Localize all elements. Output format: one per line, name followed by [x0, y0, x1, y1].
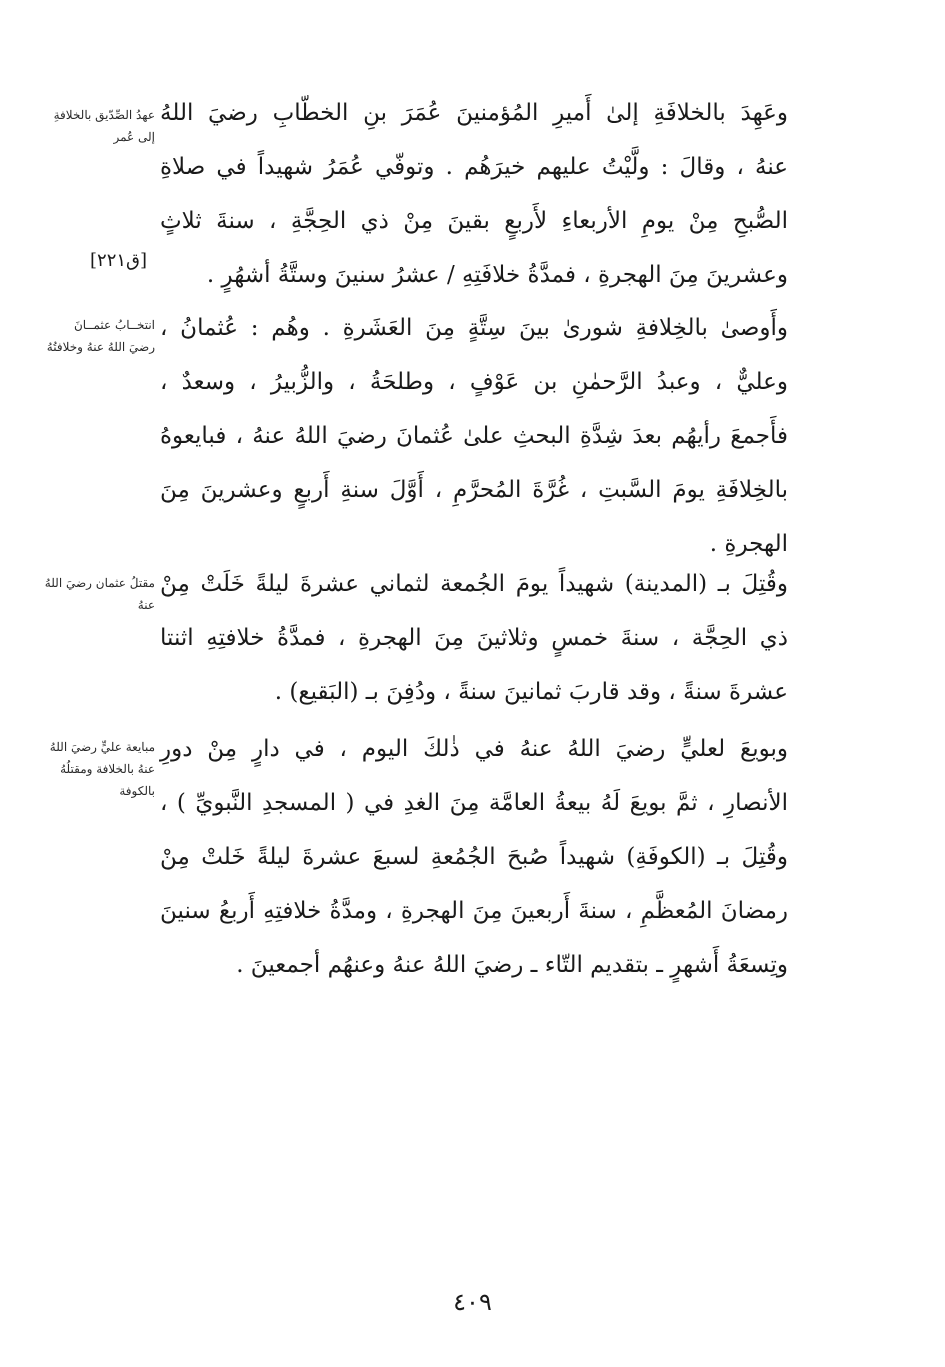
- page-number: ٤٠٩: [453, 1288, 492, 1316]
- text-line: وقُتِلَ بـ (الكوفَةِ) شهيداً صُبحَ الجُمُعةِ لسبعَ عشرةَ ليلةً خَلتْ مِنْ: [160, 844, 788, 870]
- text-line: الأنصارِ ، ثمَّ بويعَ لَهُ بيعةُ العامَّة مِنَ الغدِ في ( المسجدِ النَّبويِّ ) ،: [160, 790, 788, 816]
- margin-note-uthman-election: [15, 314, 155, 358]
- text-line: وعليٌّ ، وعبدُ الرَّحمٰنِ بن عَوْفٍ ، وطلحَةُ ، والزُّبيرُ ، وسعدٌ ،: [160, 369, 788, 395]
- text-line: عنهُ ، وقالَ : ولَّيْتُ عليهم خيرَهُم . وتوفّي عُمَرُ شهيداً في صلاةِ: [160, 154, 788, 180]
- text-line: الهجرةِ .: [709, 531, 788, 557]
- margin-note-uthman-death: [15, 572, 155, 616]
- paragraph-uthman-election: [160, 301, 788, 571]
- paragraph-ali-caliphate: [160, 722, 788, 992]
- text-line: بالخِلافَةِ يومَ السَّبتِ ، غُرَّةَ المُحرَّمِ ، أَوَّلَ سنةِ أَربعٍ وعشرينَ مِنَ: [160, 477, 788, 503]
- paragraph-umar-succession: [160, 86, 788, 302]
- text-line: وبويعَ لعليٍّ رضيَ اللهُ عنهُ في ذٰلكَ اليوم ، في دارٍ مِنْ دورِ: [160, 736, 788, 762]
- text-line: وتِسعَةُ أَشهرٍ ـ بتقديم التّاء ـ رضيَ اللهُ عنهُ وعنهُم أجمعينَ .: [236, 952, 788, 978]
- paragraph-uthman-death: [160, 557, 788, 719]
- margin-note-ali: [15, 736, 155, 802]
- margin-note-line: عنهُ بالخلافة ومقتلُهُ: [60, 762, 155, 776]
- text-line: وأَوصىٰ بالخِلافةِ شورىٰ بينَ سِتَّةٍ مِنَ العَشَرةِ . وهُم : عُثمانُ ،: [160, 315, 788, 341]
- margin-note-line: رضيَ اللهُ عنهُ وخلافتُهُ: [46, 340, 155, 354]
- text-line: وقُتِلَ بـ (المدينة) شهيداً يومَ الجُمعة لثماني عشرةَ ليلةً خَلَتْ مِنْ: [160, 571, 788, 597]
- text-line: وعشرينَ مِنَ الهجرةِ ، فمدَّةُ خلافَتِهِ / عشرُ سنينَ وستَّةُ أشهُرٍ .: [206, 262, 788, 288]
- text-line: الصُّبحِ مِنْ يومِ الأربعاءِ لأَربعٍ بقينَ مِنْ ذي الحِجَّةِ ، سنةَ ثلاثٍ: [160, 208, 788, 234]
- text-line: عشرةَ سنةً ، وقد قاربَ ثمانينَ سنةً ، ودُفِنَ بـ (البَقيع) .: [274, 679, 788, 705]
- margin-note-line: انتخــابُ عثمــانَ: [73, 318, 155, 332]
- folio-reference: [ق٢٢١]: [90, 250, 148, 271]
- text-line: فأَجمعَ رأيهُم بعدَ شِدَّةِ البحثِ علىٰ عُثمانَ رضيَ اللهُ عنهُ ، فبايعوهُ: [160, 423, 788, 449]
- margin-note-line: عنهُ: [137, 598, 155, 612]
- margin-note-line: بالكوفة: [119, 784, 155, 798]
- margin-note-line: مقتلُ عثمان رضيَ اللهُ: [44, 576, 155, 590]
- text-line: ذي الحِجَّة ، سنةَ خمسٍ وثلاثينَ مِنَ الهجرةِ ، فمدَّةُ خلافتِهِ اثنتا: [160, 625, 788, 651]
- margin-note-umar: [15, 104, 155, 148]
- margin-note-line: عهدُ الصِّدّيق بالخلافةِ: [53, 108, 155, 122]
- margin-note-line: مبايعة عليٍّ رضيَ اللهُ: [49, 740, 155, 754]
- text-line: وعَهِدَ بالخلافَةِ إلىٰ أَميرِ المُؤمنينَ عُمَرَ بنِ الخطّابِ رضيَ اللهُ: [160, 100, 788, 126]
- margin-note-line: إلى عُمر: [113, 130, 155, 144]
- text-line: رمضانَ المُعظَّمِ ، سنةَ أَربعينَ مِنَ الهجرةِ ، ومدَّةُ خلافتِهِ أَربعُ سنينَ: [160, 898, 788, 924]
